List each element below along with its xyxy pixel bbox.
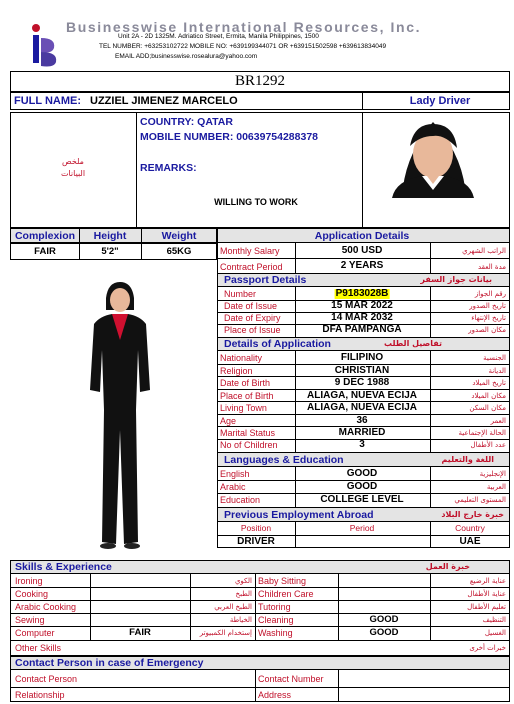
- skill-cleaning-label: Cleaning: [258, 615, 294, 625]
- complexion-header: Complexion: [14, 230, 76, 242]
- living-town-label: Living Town: [220, 403, 267, 413]
- marital-status-ar: الحالة الإجتماعية: [458, 429, 506, 437]
- summary-ar-1: ملخص: [62, 157, 84, 166]
- company-address: Unit 2A - 2D 1325M. Adriatico Street, Ermita, Manila Philippines, 1500: [118, 33, 319, 40]
- nationality-value: FILIPINO: [340, 352, 384, 363]
- details-title: Details of Application: [224, 338, 331, 350]
- monthly-salary-label: Monthly Salary: [220, 246, 280, 256]
- english-value: GOOD: [346, 468, 378, 479]
- remarks: WILLING TO WORK: [214, 197, 298, 207]
- address-label: Address: [258, 690, 292, 700]
- education-ar: المستوى التعليمي: [454, 496, 506, 504]
- employment-period-header: Period: [349, 523, 375, 533]
- skill-washing-value: GOOD: [369, 627, 399, 638]
- contact-number-label: Contact Number: [258, 674, 324, 684]
- passport-number-value: P9183028B: [335, 288, 389, 299]
- monthly-salary-value: 500 USD: [341, 245, 383, 256]
- arabic-ar: العربية: [486, 483, 506, 491]
- application-details-title: Application Details: [314, 230, 410, 242]
- skill-sewing-ar: الخياطة: [229, 616, 252, 624]
- passport-title: Passport Details: [224, 274, 307, 286]
- skill-baby-sitting-ar: عناية الرضيع: [469, 577, 506, 585]
- place-of-issue-ar: مكان الصدور: [468, 326, 506, 334]
- skill-tutoring-ar: تعليم الأطفال: [467, 603, 506, 611]
- skill-computer-label: Computer: [15, 628, 55, 638]
- no-of-children-ar: عدد الأطفال: [470, 441, 506, 449]
- passport-title-ar: بيانات جواز السفر: [420, 275, 492, 284]
- skill-cleaning-value: GOOD: [369, 614, 399, 625]
- weight-header: Weight: [161, 230, 197, 242]
- skill-baby-sitting-label: Baby Sitting: [258, 576, 307, 586]
- skill-tutoring-label: Tutoring: [258, 602, 291, 612]
- employment-position-header: Position: [240, 523, 272, 533]
- weight-value: 65KG: [166, 246, 192, 257]
- education-label: Education: [220, 495, 261, 505]
- height-value: 5'2": [101, 246, 119, 257]
- employment-country-header: Country: [455, 523, 485, 533]
- country: COUNTRY: QATAR: [140, 116, 233, 128]
- skill-cooking-label: Cooking: [15, 589, 49, 599]
- other-skills-ar: خبرات أخرى: [469, 644, 506, 652]
- english-ar: الإنجليزية: [479, 470, 506, 478]
- skill-arabic-cooking-ar: الطبخ العربي: [214, 603, 252, 611]
- ref-code: BR1292: [234, 73, 286, 89]
- religion-ar: الديانة: [488, 367, 506, 375]
- english-label: English: [220, 469, 250, 479]
- place-of-birth-label: Place of Birth: [220, 391, 274, 401]
- skill-children-care-ar: عناية الأطفال: [467, 590, 506, 598]
- no-of-children-value: 3: [359, 439, 365, 450]
- date-of-expiry-value: 14 MAR 2032: [331, 312, 393, 323]
- skill-cooking-ar: الطبخ: [235, 590, 252, 598]
- date-of-issue-ar: تاريخ الصدور: [469, 302, 506, 310]
- place-of-birth-value: ALIAGA, NUEVA ECIJA: [306, 390, 418, 401]
- full-name: UZZIEL JIMENEZ MARCELO: [90, 95, 238, 107]
- date-of-birth-ar: تاريخ الميلاد: [472, 379, 506, 387]
- skill-arabic-cooking-label: Arabic Cooking: [15, 602, 77, 612]
- full-body-photo: [78, 280, 158, 550]
- company-email: EMAIL ADD;businesswise.rosealura@yahoo.com: [115, 53, 258, 60]
- place-of-issue-label: Place of Issue: [224, 325, 281, 335]
- contract-period-ar: مدة العقد: [478, 263, 506, 271]
- date-of-issue-value: 15 MAR 2022: [331, 300, 393, 311]
- employment-title: Previous Employment Abroad: [224, 509, 374, 521]
- summary-ar-2: البيانات: [60, 169, 86, 178]
- marital-status-value: MARRIED: [338, 427, 386, 438]
- date-of-expiry-ar: تاريخ الإنتهاء: [471, 314, 506, 322]
- company-name: Businesswise International Resources, Inc.: [66, 19, 422, 35]
- skills-title: Skills & Experience: [15, 561, 112, 573]
- living-town-ar: مكان السكن: [469, 404, 506, 412]
- place-of-birth-ar: مكان الميلاد: [471, 392, 506, 400]
- marital-status-label: Marital Status: [220, 428, 276, 438]
- skill-computer-ar: إستخدام الكمبيوتر: [199, 629, 252, 637]
- contract-period-value: 2 YEARS: [340, 260, 384, 271]
- place-of-issue-value: DFA PAMPANGA: [322, 324, 402, 335]
- skill-ironing-ar: الكوي: [234, 577, 252, 585]
- age-value: 36: [356, 415, 368, 426]
- employment-title-ar: خبرة خارج البلاد: [441, 510, 504, 519]
- languages-title: Languages & Education: [224, 454, 344, 466]
- education-value: COLLEGE LEVEL: [320, 494, 404, 505]
- date-of-birth-label: Date of Birth: [220, 378, 271, 388]
- skill-ironing-label: Ironing: [15, 576, 43, 586]
- no-of-children-label: No of Children: [220, 440, 278, 450]
- complexion-value: FAIR: [34, 246, 56, 257]
- skill-cleaning-ar: التنظيف: [482, 616, 506, 624]
- nationality-label: Nationality: [220, 353, 263, 363]
- date-of-issue-label: Date of Issue: [224, 301, 278, 311]
- date-of-expiry-label: Date of Expiry: [224, 313, 281, 323]
- company-phones: TEL NUMBER: +63253102722 MOBILE NO: +639199344071 OR +639151502598 +639613834049: [99, 43, 387, 50]
- religion-value: CHRISTIAN: [334, 365, 390, 376]
- height-header: Height: [93, 230, 127, 242]
- contact-title: Contact Person in case of Emergency: [15, 657, 204, 669]
- age-ar: العمر: [490, 417, 506, 425]
- position-title: Lady Driver: [409, 95, 471, 107]
- details-title-ar: تفاصيل الطلب: [384, 339, 442, 348]
- full-name-label: FULL NAME:: [14, 95, 82, 107]
- employment-country: UAE: [459, 536, 481, 547]
- employment-position: DRIVER: [237, 536, 275, 547]
- date-of-birth-value: 9 DEC 1988: [334, 377, 390, 388]
- passport-number-ar: رقم الجواز: [474, 290, 506, 298]
- religion-label: Religion: [220, 366, 253, 376]
- passport-number-label: Number: [224, 289, 257, 299]
- arabic-value: GOOD: [346, 481, 378, 492]
- skills-title-ar: خبرة العمل: [425, 562, 470, 571]
- living-town-value: ALIAGA, NUEVA ECIJA: [306, 402, 418, 413]
- skill-children-care-label: Children Care: [258, 589, 314, 599]
- monthly-salary-ar: الراتب الشهري: [462, 247, 506, 255]
- contact-person-label: Contact Person: [15, 674, 78, 684]
- age-label: Age: [220, 416, 237, 426]
- skill-sewing-label: Sewing: [15, 615, 45, 625]
- other-skills-label: Other Skills: [15, 643, 62, 653]
- company-logo: [24, 20, 64, 70]
- mobile-number: MOBILE NUMBER: 00639754288378: [140, 131, 318, 143]
- languages-title-ar: اللغة والتعليم: [441, 455, 494, 464]
- nationality-ar: الجنسية: [483, 354, 506, 362]
- remarks-label: REMARKS:: [140, 162, 197, 174]
- contract-period-label: Contract Period: [220, 262, 283, 272]
- arabic-label: Arabic: [220, 482, 246, 492]
- skill-washing-ar: الغسيل: [484, 629, 506, 637]
- relationship-label: Relationship: [15, 690, 65, 700]
- skill-computer-value: FAIR: [129, 627, 151, 638]
- portrait-photo: [382, 116, 484, 198]
- skill-washing-label: Washing: [258, 628, 293, 638]
